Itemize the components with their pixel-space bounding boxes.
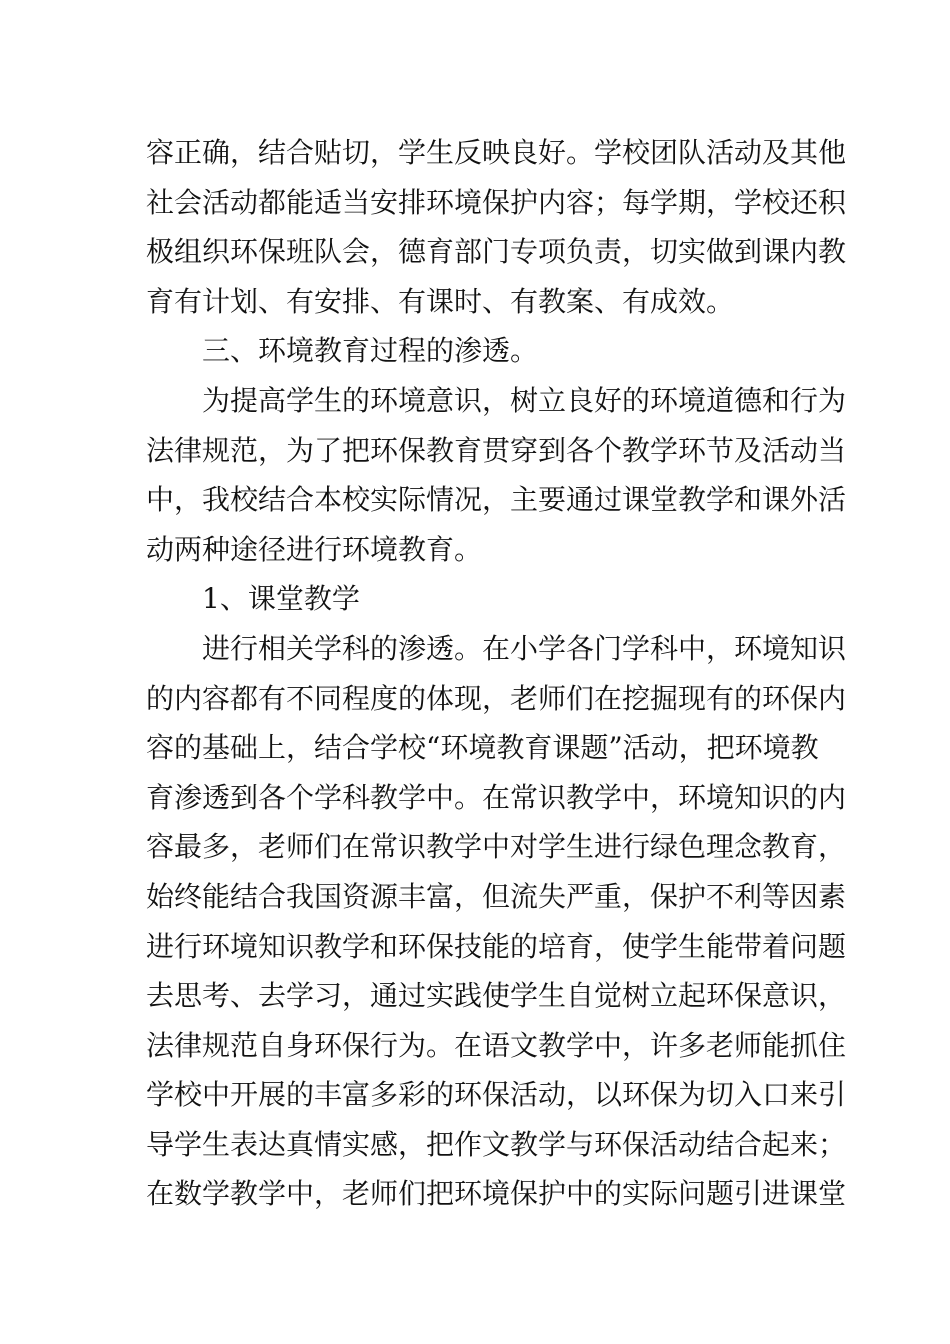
body-text-line: 育渗透到各个学科教学中。在常识教学中，环境知识的内 <box>146 780 847 814</box>
body-text-line: 社会活动都能适当安排环境保护内容；每学期，学校还积 <box>146 185 847 219</box>
body-text-line: 法律规范自身环保行为。在语文教学中，许多老师能抓住 <box>146 1028 847 1062</box>
body-text-line: 始终能结合我国资源丰富，但流失严重，保护不利等因素 <box>146 879 847 913</box>
body-text-line: 的内容都有不同程度的体现，老师们在挖掘现有的环保内 <box>146 681 847 715</box>
body-text-line: 容的基础上，结合学校“环境教育课题”活动，把环境教 <box>146 731 819 765</box>
body-text-line: 育有计划、有安排、有课时、有教案、有成效。 <box>146 284 735 318</box>
body-text-line: 导学生表达真情实感，把作文教学与环保活动结合起来； <box>146 1127 847 1161</box>
body-text-line: 中，我校结合本校实际情况，主要通过课堂教学和课外活 <box>146 483 847 517</box>
body-text-line: 容最多，老师们在常识教学中对学生进行绿色理念教育， <box>146 830 847 864</box>
body-text-line: 法律规范，为了把环保教育贯穿到各个教学环节及活动当 <box>146 433 847 467</box>
body-text-line: 为提高学生的环境意识，树立良好的环境道德和行为 <box>202 383 847 417</box>
section-heading: 三、环境教育过程的渗透。 <box>202 334 539 368</box>
body-text-line: 进行相关学科的渗透。在小学各门学科中，环境知识 <box>202 631 847 665</box>
body-text-line: 学校中开展的丰富多彩的环保活动，以环保为切入口来引 <box>146 1078 847 1112</box>
body-text-line: 去思考、去学习，通过实践使学生自觉树立起环保意识， <box>146 979 847 1013</box>
subsection-heading: 1、课堂教学 <box>202 582 360 616</box>
body-text-line: 容正确，结合贴切，学生反映良好。学校团队活动及其他 <box>146 136 847 169</box>
body-text-line: 进行环境知识教学和环保技能的培育，使学生能带着问题 <box>146 929 847 963</box>
body-text-line: 在数学教学中，老师们把环境保护中的实际问题引进课堂 <box>146 1177 847 1211</box>
body-text-line: 动两种途径进行环境教育。 <box>146 532 483 566</box>
body-text-line: 极组织环保班队会，德育部门专项负责，切实做到课内教 <box>146 235 847 269</box>
document-body <box>146 128 847 1219</box>
